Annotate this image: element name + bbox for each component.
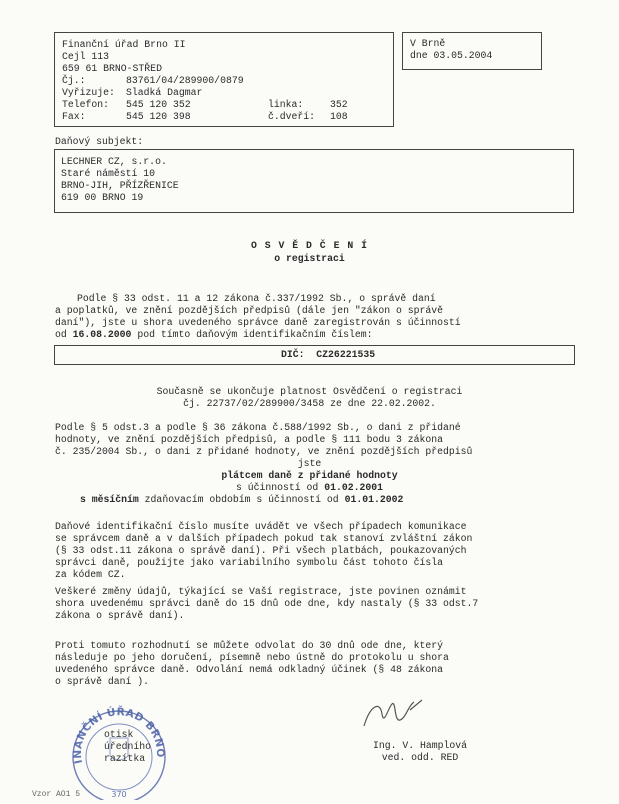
stamp-ring-text: INANČNÍ ÚŘAD BRNO [71, 706, 167, 765]
phone-label: Telefon: [62, 99, 110, 110]
place: V Brně [410, 38, 446, 49]
office-street: Cejl 113 [62, 51, 110, 62]
paragraph-termination [0, 386, 619, 410]
signatory-name: Ing. V. Hamplová [372, 740, 468, 751]
p4-line: se správcem daně a v dalších případech pokud tak stanoví zvláštní zákon [55, 533, 473, 544]
ext-value: 352 [330, 99, 348, 110]
ref-value: 83761/04/289900/0879 [126, 75, 244, 86]
p5-line: Veškeré změny údajů, týkající se Vaší registrace, jste povinen oznámit [55, 586, 467, 597]
subject-line: 619 00 BRNO 19 [61, 192, 144, 203]
paragraph-appeal [55, 640, 575, 688]
subject-label: Daňový subjekt: [55, 136, 144, 147]
p6-line: následuje po jeho doručení, písemně nebo ústně do protokolu u shora [55, 652, 449, 663]
issue-date: dne 03.05.2004 [410, 50, 493, 61]
door-value: 108 [330, 111, 348, 122]
form-code: Vzor AO1 5 [32, 790, 81, 799]
handler-value: Sladká Dagmar [126, 87, 203, 98]
signature-block [350, 740, 490, 764]
vat-effect-prefix: s účinností od [236, 482, 325, 493]
office-name: Finanční úřad Brno II [62, 39, 186, 50]
p3-jste: jste [297, 458, 322, 469]
office-box [54, 32, 394, 127]
handler-label: Vyřizuje: [62, 87, 115, 98]
monthly-label: s měsíčním [80, 494, 139, 505]
fax-label: Fax: [62, 111, 86, 122]
registration-date: 16.08.2000 [72, 329, 132, 340]
monthly-mid: zdaňovacím obdobím s účinností od [138, 494, 345, 505]
document-subtitle: o registraci [274, 253, 345, 264]
phone-value: 545 120 352 [126, 99, 191, 110]
p1-last-suffix: pod tímto daňovým identifikačním číslem: [131, 329, 373, 340]
door-label: č.dveří: [268, 111, 316, 122]
signatory-role: ved. odd. RED [381, 752, 459, 763]
p3-line: Podle § 5 odst.3 a podle § 36 zákona č.588/1992 Sb., o dani z přidané [55, 422, 461, 433]
p1-line: Podle § 33 odst. 11 a 12 zákona č.337/1992 Sb., o správě daní [77, 293, 436, 304]
p1-last-prefix: od [55, 329, 73, 340]
stamp-placeholder [104, 729, 151, 765]
subject-box [54, 149, 574, 213]
stamp-number: 370 [111, 790, 127, 799]
paragraph-vat [55, 422, 575, 458]
p4-line: za kódem CZ. [55, 569, 126, 580]
ext-label: linka: [268, 99, 304, 110]
dic-box [54, 345, 575, 365]
dic-value: CZ26221535 [316, 349, 376, 360]
p1-line: a poplatků, ve znění pozdějších předpisů (dále jen "zákon o správě [55, 305, 444, 316]
p6-line: Proti tomuto rozhodnutí se můžete odvolat do 30 dnů ode dne, který [55, 640, 444, 651]
p1-line: daní"), jste u shora uvedeného správce daně zaregistrován s účinností [55, 317, 461, 328]
dic-label: DIČ: [281, 349, 305, 360]
office-city: 659 61 BRNO-STŘED [62, 63, 162, 74]
subject-line: LECHNER CZ, s.r.o. [61, 156, 167, 167]
p3-line: č. 235/2004 Sb., o dani z přidané hodnoty, ve znění pozdějších předpisů [55, 446, 473, 457]
paragraph-registration [55, 293, 575, 341]
stamp-line: úředního [104, 741, 152, 752]
signature-scribble-icon [360, 696, 430, 736]
stamp-line: otisk [104, 729, 134, 740]
p4-line: (§ 33 odst.11 zákona o správě daní). Při všech platbách, poukazovaných [55, 545, 467, 556]
subject-line: Staré náměstí 10 [61, 168, 156, 179]
date-box [402, 32, 542, 70]
monthly-period [80, 494, 403, 506]
monthly-date: 01.01.2002 [344, 494, 404, 505]
p6-line: uvedeného správce daně. Odvolání nemá odkladný účinek (§ 48 zákona [55, 664, 444, 675]
subject-line: BRNO-JIH, PŘÍZŘENICE [61, 180, 179, 191]
paragraph-dic-usage [55, 521, 575, 581]
vat-payer: plátcem daně z přidané hodnoty [221, 470, 398, 481]
p3-line: hodnoty, ve znění pozdějších předpisů, a podle § 111 bodu 3 zákona [55, 434, 444, 445]
p5-line: shora uvedenému správci daně do 15 dnů ode dne, kdy nastaly (§ 33 odst.7 [55, 598, 479, 609]
vat-effect-date: 01.02.2001 [324, 482, 383, 493]
p5-line: zákona o správě daní). [55, 610, 185, 621]
p2-line: čj. 22737/02/289900/3458 ze dne 22.02.2002. [183, 398, 436, 409]
p2-line: Současně se ukončuje platnost Osvědčení o registraci [156, 386, 463, 397]
ref-label: Čj.: [62, 75, 86, 86]
vat-effect [0, 482, 619, 494]
p6-line: o správě daní ). [55, 676, 150, 687]
paragraph-changes [55, 586, 575, 622]
stamp-line: razítka [104, 753, 146, 764]
document-title: O S V Ě D Č E N Í [251, 240, 368, 251]
p4-line: Daňové identifikační číslo musíte uvádět ve všech případech komunikace [55, 521, 467, 532]
fax-value: 545 120 398 [126, 111, 191, 122]
p4-line: správci daně, použijte jako variabilního symbolu část tohoto čísla [55, 557, 444, 568]
